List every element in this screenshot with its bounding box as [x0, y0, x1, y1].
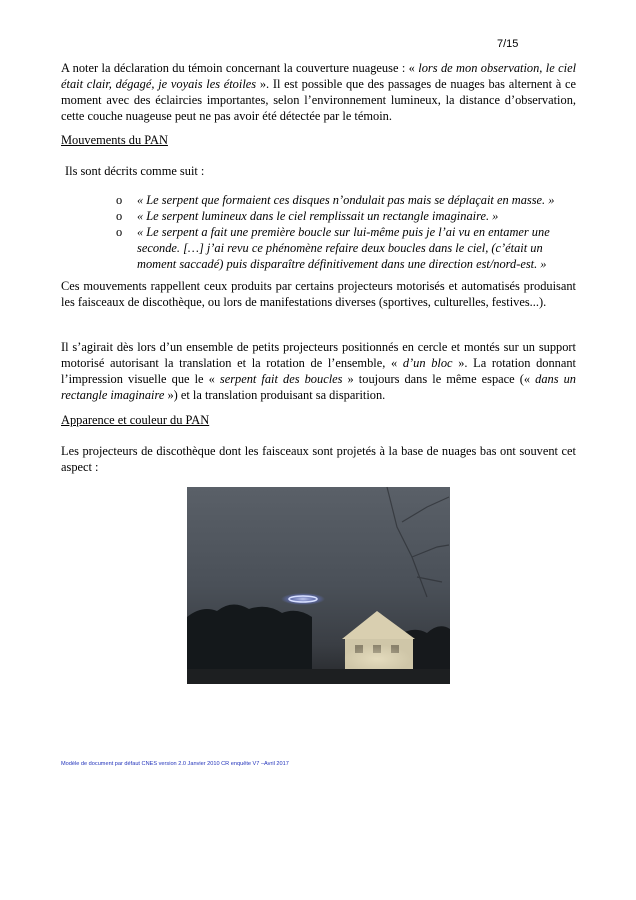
paragraph-cloud-cover: A noter la déclaration du témoin concernant la couverture nuageuse : « lors de mon observation, le ciel était clair, dégagé, je voyais les étoiles ». Il est possible que des passages de nuages bas alternent à ce moment avec des éclaircies importantes, selon l’environnement lumineux, la distance d’observation, cette couche nuageuse peut ne pas avoir été détectée par le témoin.	[61, 61, 577, 123]
list-item: o « Le serpent lumineux dans le ciel remplissait un rectangle imaginaire. »	[116, 209, 499, 223]
movements-list	[116, 192, 576, 272]
paragraph-projectors: Ces mouvements rappellent ceux produits par certains projecteurs motorisés et automatisés produisant les faisceaux de discothèque, ou lors de manifestations diverses (sportives, culturelles, festives...).	[61, 279, 576, 309]
bullet-icon: o	[116, 209, 123, 223]
paragraph-appearance: Les projecteurs de discothèque dont les faisceaux sont projetés à la base de nuages bas ont souvent cet aspect :	[61, 444, 576, 474]
list-item: o « Le serpent a fait une première boucle sur lui-même puis je l’ai vu en entamer une seconde. […] j’ai revu ce phénomène refaire deux boucles dans le ciel, (c’était un moment saccadé) puis disparaître définitivement dans une direction est/nord-est. »	[116, 225, 550, 271]
heading-movements: Mouvements du PAN	[61, 133, 168, 147]
bullet-icon: o	[116, 225, 123, 239]
heading-appearance: Apparence et couleur du PAN	[61, 413, 210, 427]
paragraph-hypothesis: Il s’agirait dès lors d’un ensemble de petits projecteurs positionnés en cercle et montés sur un support motorisé autorisant la translation et la rotation de l’ensemble, « d’un bloc ». La rotation donnant l’impression visuelle que le « serpent fait des boucles » toujours dans le même espace (« dans un rectangle imaginaire ») et la translation produisant sa disparition.	[61, 340, 576, 402]
footer: Modèle de document par défaut CNES version 2.0 Janvier 2010 CR enquête V7 –Avril 2017	[61, 761, 289, 767]
movements-intro: Ils sont décrits comme suit :	[65, 164, 205, 178]
night-sky-photo	[187, 487, 450, 684]
list-item: o « Le serpent que formaient ces disques n’ondulait pas mais se déplaçait en masse. »	[116, 193, 555, 207]
page-number: 7/15	[497, 38, 519, 50]
bullet-icon: o	[116, 193, 123, 207]
